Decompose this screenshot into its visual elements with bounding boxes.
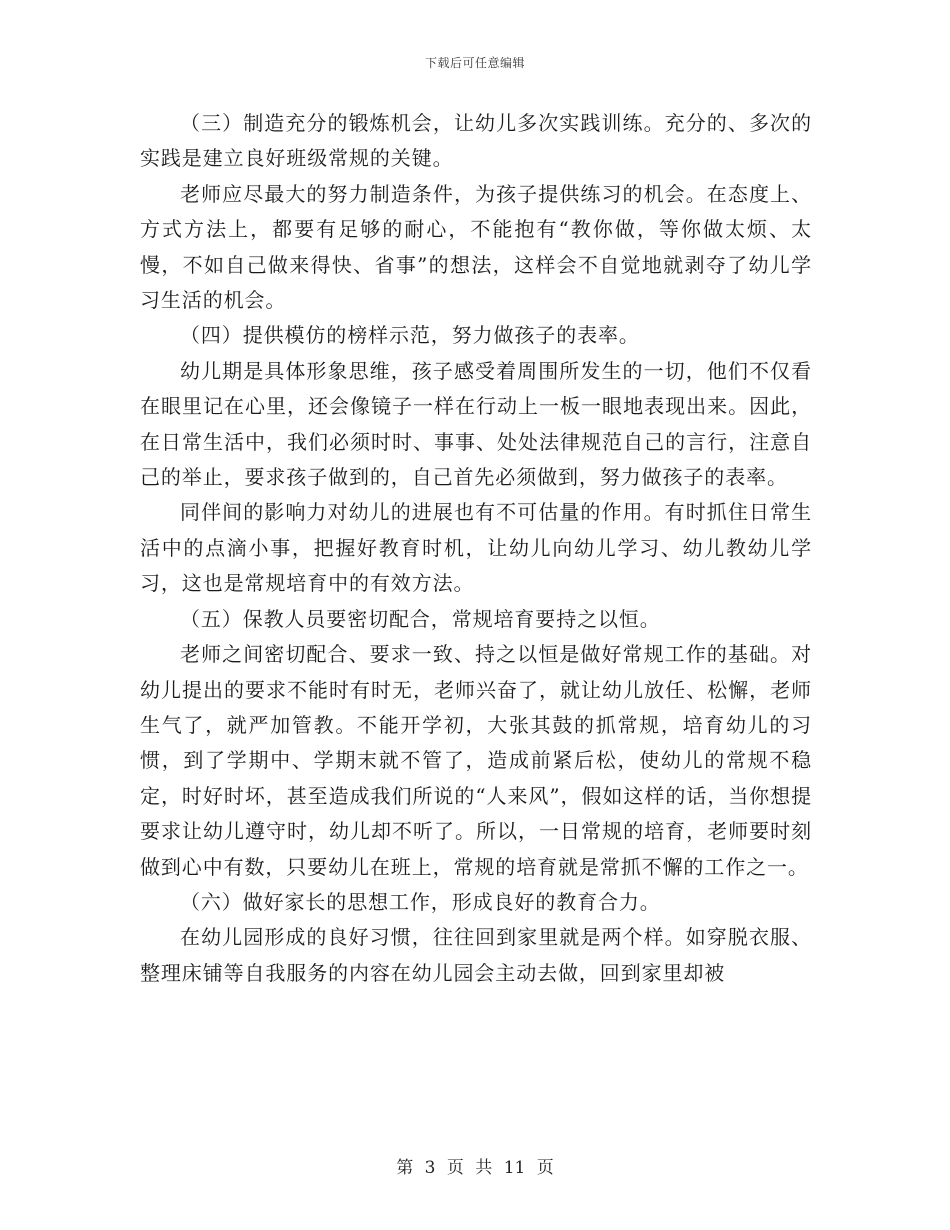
section-heading-4: （四）提供模仿的榜样示范，努力做孩子的表率。 [180, 323, 640, 348]
paragraph: 老师应尽最大的努力制造条件，为孩子提供练习的机会。在态度上、方式方法上，都要有足够的耐心，不能抱有“教你做，等你做太烦、太慢，不如自己做来得快、省事”的想法，这样会不自觉地就剥夺了幼儿学习生活的机会。 [140, 181, 812, 313]
page-number: 第 3 页 共 11 页 [396, 1158, 554, 1178]
body-text [140, 106, 812, 991]
page-header: 下载后可任意编辑 [424, 56, 525, 70]
section-heading-3: （三）制造充分的锻炼机会，让幼儿多次实践训练。充分的、多次的实践是建立良好班级常规的关键。 [140, 111, 812, 171]
paragraph: 幼儿期是具体形象思维，孩子感受着周围所发生的一切，他们不仅看在眼里记在心里，还会像镜子一样在行动上一板一眼地表现出来。因此，在日常生活中，我们必须时时、事事、处处法律规范自己的言行，注意自己的举止，要求孩子做到的，自己首先必须做到，努力做孩子的表率。 [140, 358, 812, 490]
paragraph: 老师之间密切配合、要求一致、持之以恒是做好常规工作的基础。对幼儿提出的要求不能时有时无，老师兴奋了，就让幼儿放任、松懈，老师生气了，就严加管教。不能开学初，大张其鼓的抓常规，培育幼儿的习惯，到了学期中、学期末就不管了，造成前紧后松，使幼儿的常规不稳定，时好时坏，甚至造成我们所说的“人来风”，假如这样的话，当你想提要求让幼儿遵守时，幼儿却不听了。所以，一日常规的培育，老师要时刻做到心中有数，只要幼儿在班上，常规的培育就是常抓不懈的工作之一。 [140, 642, 812, 879]
section-heading-6: （六）做好家长的思想工作，形成良好的教育合力。 [180, 889, 661, 914]
paragraph: 在幼儿园形成的良好习惯，往往回到家里就是两个样。如穿脱衣服、整理床铺等自我服务的内容在幼儿园会主动去做，回到家里却被 [140, 925, 812, 985]
section-heading-5: （五）保教人员要密切配合，常规培育要持之以恒。 [180, 606, 661, 631]
paragraph: 同伴间的影响力对幼儿的进展也有不可估量的作用。有时抓住日常生活中的点滴小事，把握好教育时机，让幼儿向幼儿学习、幼儿教幼儿学习，这也是常规培育中的有效方法。 [140, 500, 812, 596]
